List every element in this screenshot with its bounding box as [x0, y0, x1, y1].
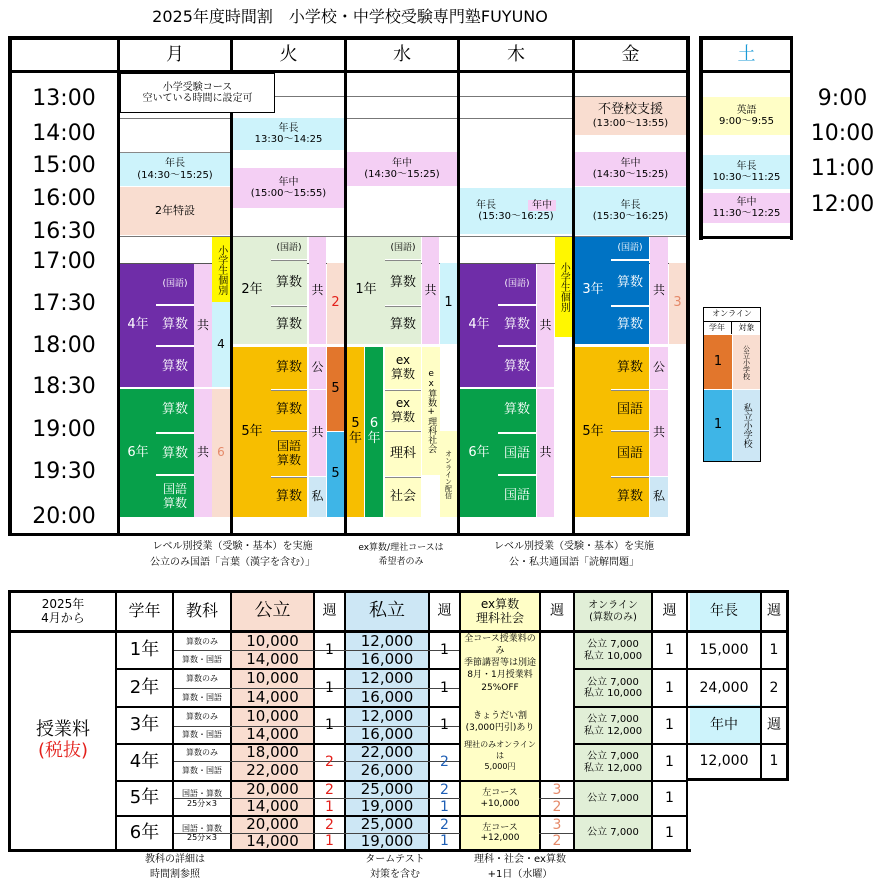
thu-kokugo-small: (国語) [498, 264, 536, 304]
thu-nenchou-nenchu-block: 年長 年中 (15:30～16:25) [460, 188, 572, 234]
wed-online-haishin: オンライン配信 [440, 431, 457, 517]
tue-2nen: 2年 [233, 237, 271, 344]
wed-1nen: 1年 [347, 237, 385, 344]
fee-kouritsu: 10,000 [246, 708, 299, 726]
fee-nenchu-week: 1 [769, 753, 779, 770]
online-r1-target: 公立小学校 [733, 335, 760, 389]
fee-subject: 算数のみ [186, 712, 218, 722]
fee-shiritsu-week: 1 [440, 799, 449, 815]
fee-header-gakunen: 学年 [128, 601, 161, 621]
time-label: 20:00 [32, 504, 96, 530]
fee-kouritsu: 14,000 [246, 727, 299, 743]
note-thu-1: レベル別授業（受験・基本）を実施 [494, 541, 654, 553]
fee-shiritsu-week: 2 [440, 817, 449, 833]
wed-rika: 理科 [385, 431, 421, 476]
tue-kyo-1: 共 [309, 237, 326, 344]
fri-5nen-sansu-1: 算数 [611, 347, 649, 389]
fee-shiritsu-week: 1 [440, 642, 449, 659]
thu-4nen: 4年 [460, 264, 498, 387]
fee-online: 公立 7,000 [587, 792, 639, 804]
wed-kyo: 共 [422, 237, 439, 344]
fee-kouritsu: 10,000 [246, 670, 299, 688]
thu-6nen-kokugo-1: 国語 [498, 433, 536, 474]
tue-2: 2 [327, 263, 344, 344]
online-col-target: 対象 [732, 321, 761, 334]
time-label-right: 12:00 [810, 192, 875, 218]
time-label: 14:00 [32, 121, 96, 147]
wed-ex-sansu-rika-shakai: ex算数+理科社会 [422, 347, 440, 475]
fee-shiritsu: 25,000 [360, 782, 414, 798]
fee-kouritsu: 22,000 [246, 762, 299, 780]
sat-nenchou-block: 年長 10:30～11:25 [703, 155, 790, 189]
fee-shiritsu-week: 2 [440, 782, 449, 798]
fee-header-online: オンライン (算数のみ) [588, 600, 638, 623]
fee-header-shiritsu: 私立 [369, 600, 405, 622]
mon-6nen-sansu-2: 算数 [156, 433, 194, 474]
note-mon-2: 公立のみ国語「言葉（漢字を含む）」 [150, 557, 315, 569]
fee-shiritsu: 12,000 [360, 670, 414, 688]
mon-kyo-1: 共 [194, 264, 212, 387]
mon-2nen-tokusetsu: 2年特設 [120, 187, 230, 235]
fri-shi: 私 [650, 477, 668, 517]
mon-shogakusei-kobetsu: 小学生個別 [212, 237, 230, 302]
time-label: 13:00 [32, 86, 96, 112]
fee-subject: 算数のみ [186, 748, 218, 758]
fri-3nen-sansu-1: 算数 [611, 260, 649, 305]
fee-header-shu-4: 週 [662, 603, 677, 620]
fee-ex-week: 3 [552, 817, 562, 833]
wed-ex-sansu-1: ex 算数 [385, 347, 421, 389]
day-header-wed: 水 [393, 43, 411, 65]
fee-nenchu-week-header: 週 [767, 717, 781, 734]
note-thu-2: 公・私共通国語「読解問題」 [509, 557, 639, 569]
online-box-title: オンライン [712, 309, 752, 319]
fee-ex-week: 2 [552, 834, 562, 849]
day-header-sat: 土 [737, 43, 756, 65]
fee-header-shu-5: 週 [767, 603, 781, 620]
fee-kouritsu: 18,000 [246, 745, 299, 761]
mon-6: 6 [212, 389, 230, 517]
fee-kouritsu: 14,000 [246, 651, 299, 668]
fee-nenchou-value: 24,000 [699, 679, 749, 696]
tue-shi: 私 [309, 477, 326, 517]
fri-nenchou-block: 年長 (15:30～16:25) [575, 187, 686, 235]
fee-shiritsu-week: 1 [440, 717, 449, 734]
fri-5nen-sansu-2: 算数 [611, 477, 649, 517]
fee-online-week: 1 [665, 717, 674, 734]
tue-2nen-sansu-2: 算数 [271, 306, 307, 344]
time-label: 19:30 [32, 459, 96, 485]
mon-6nen: 6年 [120, 389, 156, 517]
tue-5nen-sansu-2: 算数 [271, 390, 307, 430]
fee-shiritsu: 22,000 [360, 745, 414, 761]
time-label: 15:00 [32, 153, 96, 179]
fee-online: 公立 7,000 [587, 827, 639, 839]
fee-ex-week: 3 [552, 782, 562, 798]
time-label: 18:00 [32, 333, 96, 359]
day-header-tue: 火 [279, 43, 298, 65]
fee-shiritsu-week: 2 [440, 754, 449, 771]
mon-6nen-kokugo-sansu: 国語 算数 [156, 475, 194, 517]
fee-nenchu-value: 12,000 [699, 753, 749, 770]
fee-nenchou-week: 2 [769, 679, 779, 696]
fee-online-week: 1 [665, 679, 674, 696]
fri-kokugo-small: (国語) [611, 237, 649, 259]
fee-kouritsu: 14,000 [246, 799, 299, 815]
time-label-right: 9:00 [817, 86, 868, 112]
fee-kouritsu-week: 1 [325, 642, 334, 659]
time-label: 19:00 [32, 417, 96, 443]
fee-shiritsu: 26,000 [360, 762, 414, 780]
fee-subject: 算数・国語 [182, 654, 222, 664]
fee-ex: 左コース +12,000 [480, 822, 520, 843]
fri-3nen: 3年 [575, 237, 611, 344]
fee-kouritsu-week: 1 [325, 679, 334, 696]
fee-shiritsu: 16,000 [360, 689, 414, 706]
mon-4nen: 4年 [120, 264, 156, 387]
fee-shiritsu-week: 1 [440, 834, 449, 849]
tue-5nen: 5年 [233, 347, 271, 517]
wed-6nen: 6年 [365, 347, 383, 517]
day-header-mon: 月 [166, 43, 184, 65]
time-label: 16:30 [32, 219, 96, 245]
thu-kyo-2: 共 [537, 389, 554, 517]
fee-subject: 国語・算数 25分×3 [182, 789, 222, 808]
fee-grade: 4年 [129, 751, 160, 773]
fee-grade: 2年 [129, 676, 160, 698]
fee-grade: 1年 [129, 639, 160, 661]
fee-nenchou-week: 1 [769, 642, 779, 659]
fee-online-week: 1 [665, 790, 674, 807]
fee-subject: 算数・国語 [182, 766, 222, 776]
fri-nenchu-block: 年中 (14:30～15:25) [575, 152, 686, 186]
online-r2-grade: 1 [704, 390, 732, 461]
fee-kouritsu: 20,000 [246, 817, 299, 833]
fee-header-kouritsu: 公立 [254, 600, 291, 622]
thu-6nen-sansu: 算数 [498, 389, 536, 432]
tue-nenchu-block: 年中 (15:00～15:55) [233, 168, 344, 208]
fee-kouritsu-week: 2 [325, 817, 334, 833]
mon-4: 4 [212, 302, 230, 387]
fee-shiritsu: 19,000 [360, 834, 414, 849]
fee-header-shu-1: 週 [322, 603, 337, 620]
fee-label: 授業料 (税抜) [36, 719, 90, 761]
sat-eigo-block: 英語 9:00～9:55 [703, 97, 790, 135]
wed-nenchu-block: 年中 (14:30～15:25) [347, 152, 457, 186]
fee-online-week: 1 [665, 754, 674, 771]
mon-kokugo-small: (国語) [156, 264, 194, 304]
day-header-thu: 木 [507, 43, 525, 65]
time-label: 17:30 [32, 291, 96, 317]
tue-5nen-sansu-1: 算数 [271, 347, 307, 389]
fee-ex-notes: 全コース授業料のみ 季節講習等は別途 8月・1月授業料 25%OFF きょうだい割 (3,000円引)あり 理社のみオンラインは 5,000円 [463, 634, 536, 771]
fee-online-week: 1 [665, 824, 674, 841]
tue-5-or: 5 [327, 347, 344, 431]
fee-subject: 算数・国語 [182, 692, 222, 702]
fee-subject: 算数のみ [186, 674, 218, 684]
fri-3: 3 [669, 263, 686, 344]
fee-online-week: 1 [665, 642, 674, 659]
fee-kouritsu: 14,000 [246, 834, 299, 849]
fee-grade: 5年 [129, 787, 160, 809]
fee-online: 公立 7,000 私立 10,000 [583, 676, 643, 699]
fee-kouritsu-week: 2 [325, 782, 334, 798]
time-label-right: 10:00 [810, 121, 875, 147]
mon-4nen-sansu-2: 算数 [156, 346, 194, 387]
fee-kouritsu-week: 1 [325, 799, 334, 815]
thu-4nen-sansu-2: 算数 [498, 346, 536, 387]
fri-futoukou-block: 不登校支援 (13:00～13:55) [575, 97, 686, 135]
fee-kouritsu: 14,000 [246, 689, 299, 706]
fee-nenchu-header: 年中 [710, 717, 738, 734]
tue-kyo-2: 共 [309, 390, 326, 476]
thu-6nen: 6年 [460, 389, 498, 517]
fee-kouritsu: 10,000 [246, 633, 299, 650]
time-label: 16:00 [32, 186, 96, 212]
fee-footer-2: 時間割参照 [150, 869, 200, 881]
fee-header-shu-3: 週 [550, 603, 564, 620]
fee-table [0, 585, 889, 888]
thu-4nen-sansu-1: 算数 [498, 305, 536, 345]
tue-ko: 公 [309, 347, 326, 389]
time-label-right: 11:00 [810, 156, 875, 182]
fri-5nen-kokugo-2: 国語 [611, 431, 649, 476]
fee-kouritsu-week: 1 [325, 834, 334, 849]
fee-online: 公立 7,000 私立 10,000 [583, 639, 643, 662]
fee-grade: 6年 [129, 821, 160, 843]
fee-kouritsu-week: 2 [325, 754, 334, 771]
fri-kyo-1: 共 [650, 237, 668, 344]
fee-footer-3: タームテスト [365, 854, 425, 866]
page-title: 2025年度時間割 小学校・中学校受験専門塾FUYUNO [152, 6, 548, 26]
wed-1nen-sansu-2: 算数 [385, 306, 421, 344]
wed-5nen: 5年 [347, 347, 364, 517]
fee-header-kyouka: 教科 [185, 601, 218, 621]
tue-2nen-sansu-1: 算数 [271, 260, 307, 305]
fee-shiritsu: 25,000 [360, 817, 414, 833]
fee-shiritsu-week: 1 [440, 679, 449, 696]
wed-kokugo-small: (国語) [385, 237, 421, 259]
fri-5nen: 5年 [575, 347, 611, 517]
sat-nenchu-block: 年中 11:30～12:25 [703, 193, 790, 223]
thu-shogakusei-kobetsu: 小学生個別 [555, 237, 572, 337]
wed-shakai: 社会 [385, 477, 421, 517]
note-wed-1: ex算数/理社コースは [358, 543, 444, 554]
fri-3nen-sansu-2: 算数 [611, 306, 649, 344]
fee-grade: 3年 [129, 714, 160, 736]
fee-footer-6: +1日（水曜） [487, 869, 553, 881]
note-box: 小学受験コース 空いている時間に設定可 [120, 73, 275, 113]
fee-shiritsu: 12,000 [360, 633, 414, 650]
mon-nenchou-block: 年長 (14:30～15:25) [120, 152, 230, 186]
fee-shiritsu: 19,000 [360, 799, 414, 815]
note-wed-2: 希望者のみ [378, 557, 424, 568]
fri-kyo-2: 共 [650, 390, 668, 476]
thu-6nen-kokugo-2: 国語 [498, 475, 536, 517]
fee-footer-4: 対策を含む [370, 869, 420, 881]
tue-5-bl: 5 [327, 432, 344, 517]
time-label: 17:00 [32, 249, 96, 275]
fri-ko: 公 [650, 347, 668, 389]
day-header-fri: 金 [621, 43, 640, 65]
tue-nenchou-block: 年長 13:30～14:25 [233, 118, 344, 150]
fee-shiritsu: 12,000 [360, 708, 414, 726]
online-r1-grade: 1 [704, 335, 732, 389]
fee-kouritsu-week: 1 [325, 717, 334, 734]
fee-header-ex: ex算数 理科社会 [475, 596, 524, 625]
fee-header-nenchou: 年長 [710, 603, 738, 620]
wed-1nen-sansu-1: 算数 [385, 260, 421, 305]
wed-ex-sansu-2: ex 算数 [385, 390, 421, 430]
fee-subject: 算数のみ [186, 636, 218, 646]
fee-shiritsu: 16,000 [360, 651, 414, 668]
online-r2-target: 私立小学校 [733, 390, 760, 461]
wed-1: 1 [440, 263, 457, 344]
thu-kyo-1: 共 [537, 264, 554, 387]
fee-kouritsu: 20,000 [246, 782, 299, 798]
mon-6nen-sansu-1: 算数 [156, 389, 194, 432]
tue-5nen-kokugo-sansu: 国語 算数 [271, 431, 307, 476]
fee-ex: 左コース +10,000 [480, 788, 520, 809]
mon-kyo-2: 共 [194, 389, 212, 517]
fee-footer-1: 教科の詳細は [145, 854, 205, 866]
fee-online: 公立 7,000 私立 12,000 [583, 714, 643, 737]
fee-shiritsu: 16,000 [360, 727, 414, 743]
online-col-grade: 学年 [703, 321, 732, 334]
fee-online: 公立 7,000 私立 12,000 [583, 751, 643, 774]
fee-subject: 算数・国語 [182, 730, 222, 740]
fee-ex-week: 2 [552, 799, 562, 815]
fee-subject: 国語・算数 25分×3 [182, 823, 222, 842]
fee-header-shu-2: 週 [437, 603, 452, 620]
fee-corner: 2025年 4月から [41, 596, 85, 625]
note-mon-1: レベル別授業（受験・基本）を実施 [152, 541, 313, 553]
tue-kokugo-small: (国語) [271, 237, 307, 259]
mon-4nen-sansu-1: 算数 [156, 305, 194, 345]
tue-5nen-sansu-3: 算数 [271, 477, 307, 517]
time-label: 18:30 [32, 374, 96, 400]
fri-5nen-kokugo-1: 国語 [611, 390, 649, 430]
fee-footer-5: 理科・社会・ex算数 [474, 854, 566, 866]
fee-nenchou-value: 15,000 [699, 642, 749, 659]
